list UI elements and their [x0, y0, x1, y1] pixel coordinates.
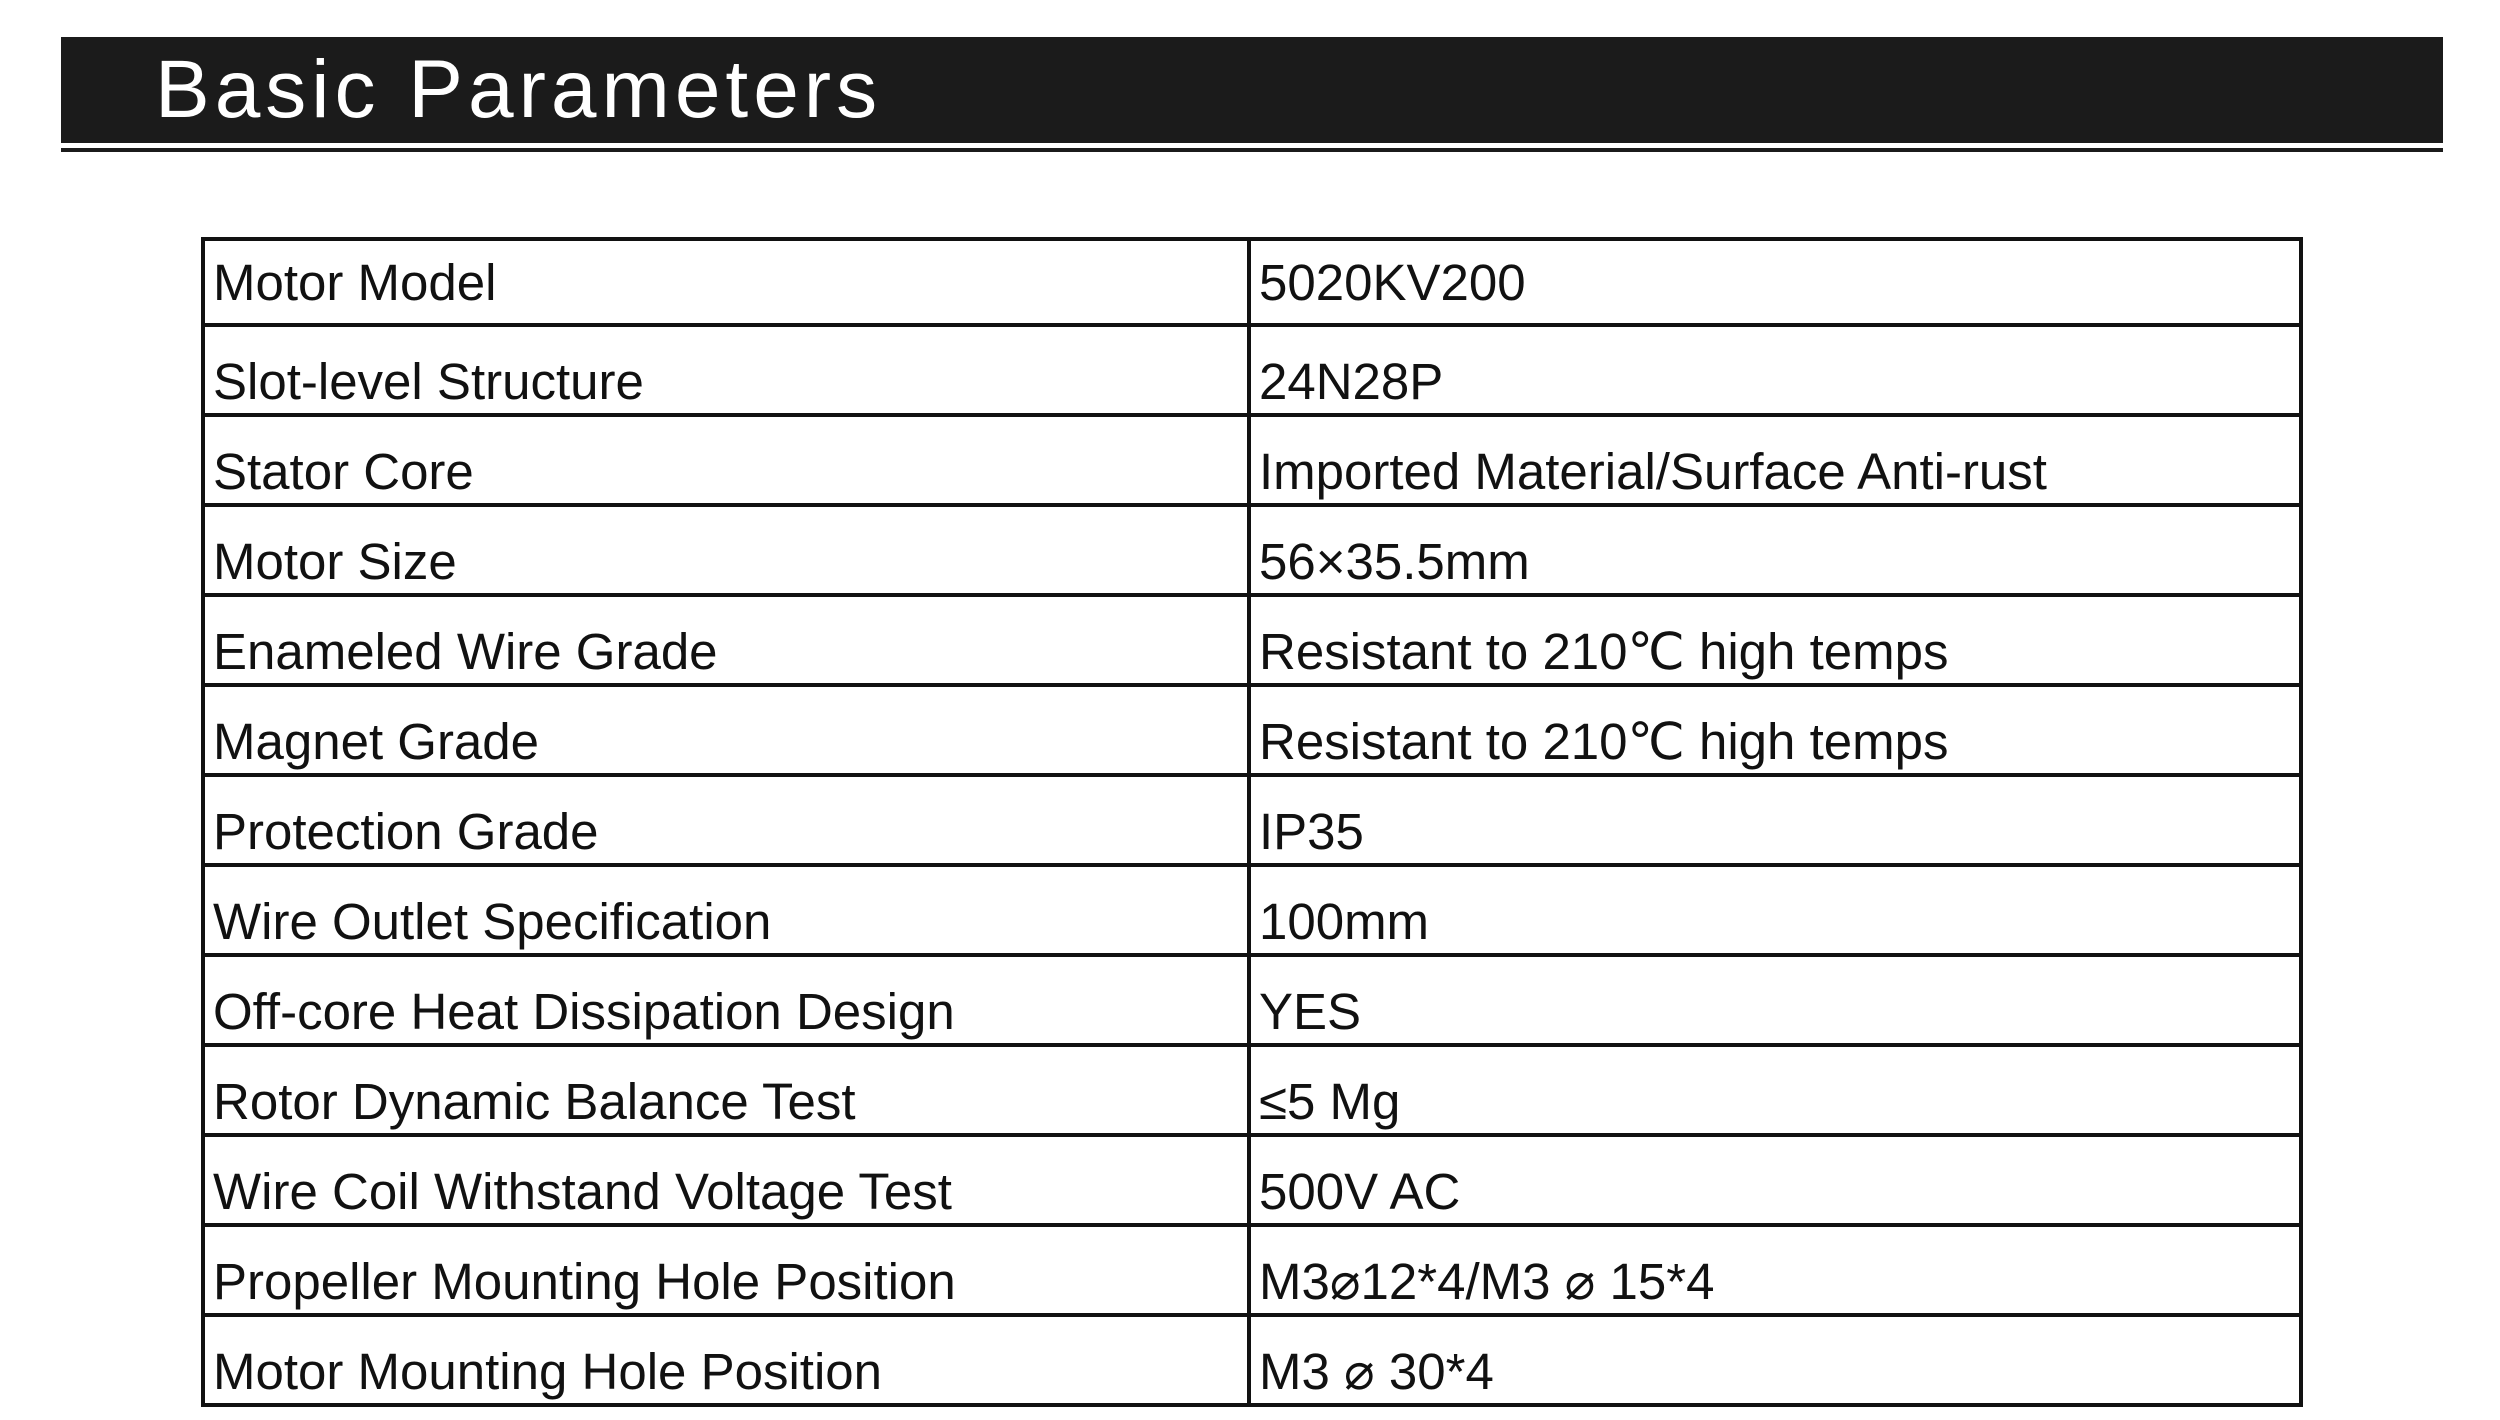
parameter-value: Resistant to 210℃ high temps: [1249, 685, 2301, 775]
table-row: [203, 775, 2301, 865]
table-row: [203, 505, 2301, 595]
parameter-value: 100mm: [1249, 865, 2301, 955]
table-row: [203, 865, 2301, 955]
table-row: [203, 595, 2301, 685]
page-title: Basic Parameters: [155, 44, 883, 135]
parameter-value: 5020KV200: [1249, 239, 2301, 325]
parameter-name: Rotor Dynamic Balance Test: [203, 1045, 1249, 1135]
table-row: [203, 1225, 2301, 1315]
header-bar: [61, 37, 2443, 143]
parameter-value: M3⌀12*4/M3 ⌀ 15*4: [1249, 1225, 2301, 1315]
parameter-name: Protection Grade: [203, 775, 1249, 865]
table-row: [203, 1045, 2301, 1135]
table-row: [203, 325, 2301, 415]
parameter-name: Enameled Wire Grade: [203, 595, 1249, 685]
table-row: [203, 685, 2301, 775]
table-row: [203, 1315, 2301, 1405]
parameter-value: 500V AC: [1249, 1135, 2301, 1225]
header-divider: [61, 148, 2443, 152]
parameter-value: M3 ⌀ 30*4: [1249, 1315, 2301, 1405]
parameter-name: Magnet Grade: [203, 685, 1249, 775]
parameter-value: YES: [1249, 955, 2301, 1045]
parameter-name: Stator Core: [203, 415, 1249, 505]
parameter-value: Imported Material/Surface Anti-rust: [1249, 415, 2301, 505]
table-row: [203, 955, 2301, 1045]
table-row: [203, 1135, 2301, 1225]
parameter-name: Motor Mounting Hole Position: [203, 1315, 1249, 1405]
parameter-value: ≤5 Mg: [1249, 1045, 2301, 1135]
parameter-name: Off-core Heat Dissipation Design: [203, 955, 1249, 1045]
table-row: [203, 239, 2301, 325]
parameter-name: Wire Coil Withstand Voltage Test: [203, 1135, 1249, 1225]
parameter-name: Motor Model: [203, 239, 1249, 325]
parameter-name: Wire Outlet Specification: [203, 865, 1249, 955]
parameter-value: 56×35.5mm: [1249, 505, 2301, 595]
table-row: [203, 415, 2301, 505]
parameter-name: Slot-level Structure: [203, 325, 1249, 415]
parameter-value: IP35: [1249, 775, 2301, 865]
parameter-value: Resistant to 210℃ high temps: [1249, 595, 2301, 685]
parameter-value: 24N28P: [1249, 325, 2301, 415]
parameter-name: Motor Size: [203, 505, 1249, 595]
parameters-table: [201, 237, 2303, 1407]
parameter-name: Propeller Mounting Hole Position: [203, 1225, 1249, 1315]
